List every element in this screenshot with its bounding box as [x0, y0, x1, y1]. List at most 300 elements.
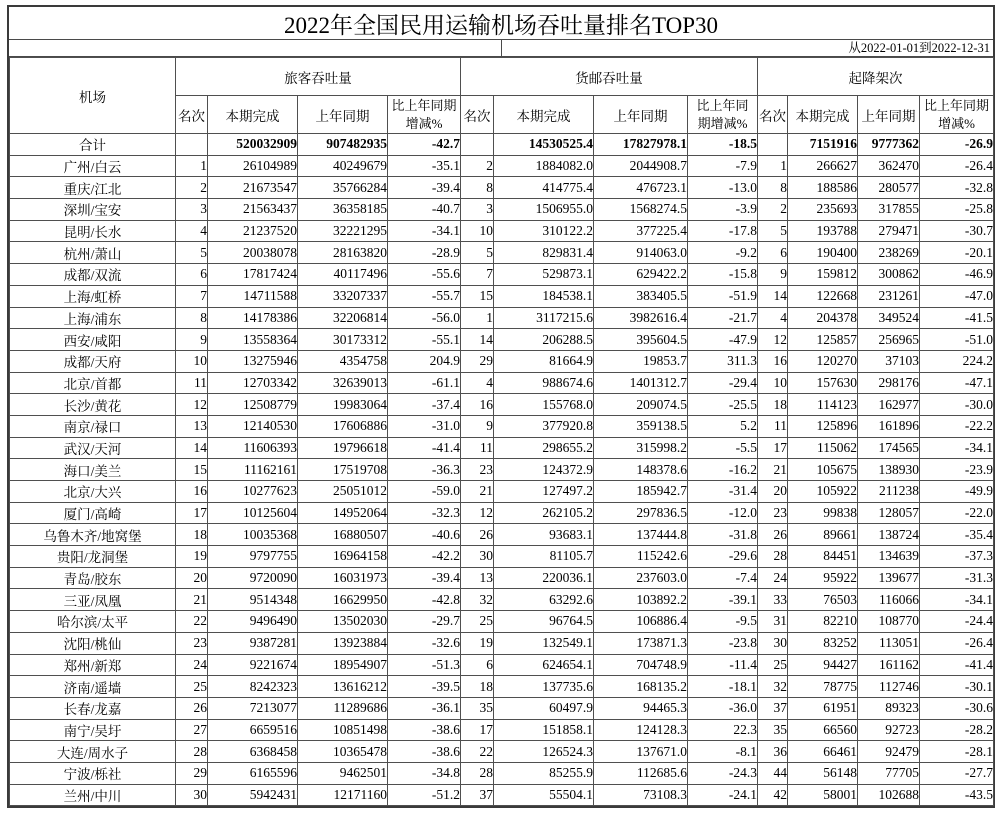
column-header-current: 本期完成 — [208, 96, 298, 134]
cargo-current-cell: 55504.1 — [494, 784, 594, 806]
cargo-change-cell: -25.5 — [688, 394, 758, 416]
passenger-change-cell: -32.6 — [388, 632, 461, 654]
passenger-rank-cell: 14 — [176, 437, 208, 459]
passenger-rank-cell: 20 — [176, 567, 208, 589]
table-row — [10, 762, 994, 784]
cargo-change-cell: -8.1 — [688, 741, 758, 763]
cargo-current-cell: 262105.2 — [494, 502, 594, 524]
movements-change-cell: -23.9 — [920, 459, 994, 481]
passenger-current-cell: 21673547 — [208, 177, 298, 199]
movements-current-cell: 94427 — [788, 654, 858, 676]
cargo-previous-cell: 185942.7 — [594, 481, 688, 503]
passenger-current-cell: 7213077 — [208, 697, 298, 719]
cargo-current-cell: 132549.1 — [494, 632, 594, 654]
movements-change-cell: -31.3 — [920, 567, 994, 589]
airport-cell: 济南/遥墙 — [10, 676, 176, 698]
passenger-current-cell: 10035368 — [208, 524, 298, 546]
cargo-change-cell: 311.3 — [688, 350, 758, 372]
passenger-current-cell: 10125604 — [208, 502, 298, 524]
cargo-previous-cell: 315998.2 — [594, 437, 688, 459]
movements-rank-cell: 12 — [758, 329, 788, 351]
airport-cell: 三亚/凤凰 — [10, 589, 176, 611]
passenger-previous-cell: 35766284 — [298, 177, 388, 199]
movements-rank-cell: 6 — [758, 242, 788, 264]
cargo-rank-cell: 37 — [461, 784, 494, 806]
group-header-cargo: 货邮吞吐量 — [461, 58, 758, 96]
table-row — [10, 199, 994, 221]
column-header-current: 本期完成 — [494, 96, 594, 134]
passenger-rank-cell: 2 — [176, 177, 208, 199]
airport-throughput-table — [9, 57, 994, 806]
cargo-previous-cell: 1568274.5 — [594, 199, 688, 221]
passenger-change-cell: -29.7 — [388, 611, 461, 633]
cargo-rank-cell: 26 — [461, 524, 494, 546]
passenger-previous-cell: 30173312 — [298, 329, 388, 351]
passenger-change-cell: -34.1 — [388, 220, 461, 242]
airport-cell: 长春/龙嘉 — [10, 697, 176, 719]
passenger-current-cell: 13275946 — [208, 350, 298, 372]
movements-change-cell: -43.5 — [920, 784, 994, 806]
movements-change-cell: -32.8 — [920, 177, 994, 199]
movements-change-cell: -41.5 — [920, 307, 994, 329]
cargo-previous-cell: 148378.6 — [594, 459, 688, 481]
passenger-current-cell: 10277623 — [208, 481, 298, 503]
cargo-current-cell: 85255.9 — [494, 762, 594, 784]
cargo-change-cell: -29.4 — [688, 372, 758, 394]
passenger-current-cell: 11606393 — [208, 437, 298, 459]
passenger-change-cell: -40.7 — [388, 199, 461, 221]
cargo-rank-cell: 32 — [461, 589, 494, 611]
cargo-rank-cell: 8 — [461, 177, 494, 199]
cargo-change-cell: -31.4 — [688, 481, 758, 503]
page-title: 2022年全国民用运输机场吞吐量排名TOP30 — [9, 7, 993, 40]
movements-previous-cell: 139677 — [858, 567, 920, 589]
column-header-previous: 上年同期 — [298, 96, 388, 134]
movements-current-cell: 159812 — [788, 264, 858, 286]
passenger-change-cell: -55.6 — [388, 264, 461, 286]
movements-previous-cell: 162977 — [858, 394, 920, 416]
table-row — [10, 437, 994, 459]
cargo-previous-cell: 3982616.4 — [594, 307, 688, 329]
movements-change-cell: -22.0 — [920, 502, 994, 524]
cargo-current-cell: 126524.3 — [494, 741, 594, 763]
movements-rank-cell: 32 — [758, 676, 788, 698]
movements-change-cell: -30.1 — [920, 676, 994, 698]
passenger-rank-cell: 17 — [176, 502, 208, 524]
cargo-rank-cell: 3 — [461, 199, 494, 221]
table-row — [10, 307, 994, 329]
movements-current-cell: 82210 — [788, 611, 858, 633]
movements-rank-cell: 2 — [758, 199, 788, 221]
passenger-previous-cell: 16629950 — [298, 589, 388, 611]
passenger-rank-cell: 25 — [176, 676, 208, 698]
passenger-rank-cell: 29 — [176, 762, 208, 784]
cargo-change-cell: -51.9 — [688, 285, 758, 307]
cargo-previous-cell: 914063.0 — [594, 242, 688, 264]
cargo-change-cell: -24.3 — [688, 762, 758, 784]
cargo-previous-cell: 103892.2 — [594, 589, 688, 611]
cargo-change-cell: -15.8 — [688, 264, 758, 286]
cargo-change-cell: -3.9 — [688, 199, 758, 221]
passenger-previous-cell: 10365478 — [298, 741, 388, 763]
passenger-previous-cell: 11289686 — [298, 697, 388, 719]
cargo-rank-cell: 5 — [461, 242, 494, 264]
cargo-previous-cell: 19853.7 — [594, 350, 688, 372]
movements-rank-cell: 21 — [758, 459, 788, 481]
movements-rank-cell: 44 — [758, 762, 788, 784]
table-row — [10, 350, 994, 372]
total-row — [10, 134, 994, 156]
airport-cell: 重庆/江北 — [10, 177, 176, 199]
cargo-change-cell: -9.2 — [688, 242, 758, 264]
movements-rank-cell: 14 — [758, 285, 788, 307]
movements-change-cell: -47.0 — [920, 285, 994, 307]
passenger-current-cell: 6368458 — [208, 741, 298, 763]
airport-cell: 宁波/栎社 — [10, 762, 176, 784]
passenger-change-cell: -59.0 — [388, 481, 461, 503]
airport-cell: 青岛/胶东 — [10, 567, 176, 589]
movements-rank-cell: 9 — [758, 264, 788, 286]
movements-current-cell: 95922 — [788, 567, 858, 589]
cargo-rank-cell: 16 — [461, 394, 494, 416]
movements-current-cell: 78775 — [788, 676, 858, 698]
table-row — [10, 155, 994, 177]
cargo-previous-cell: 2044908.7 — [594, 155, 688, 177]
cargo-previous-cell: 112685.6 — [594, 762, 688, 784]
table-row — [10, 697, 994, 719]
column-header-change: 比上年同期增减% — [920, 96, 994, 134]
table-row — [10, 654, 994, 676]
table-row — [10, 741, 994, 763]
cargo-current-cell: 63292.6 — [494, 589, 594, 611]
movements-change-cell: -37.3 — [920, 546, 994, 568]
passenger-current-cell: 12140530 — [208, 415, 298, 437]
cargo-rank-cell: 13 — [461, 567, 494, 589]
passenger-rank-cell: 24 — [176, 654, 208, 676]
cargo-current-cell: 414775.4 — [494, 177, 594, 199]
passenger-rank-cell: 19 — [176, 546, 208, 568]
cargo-previous-cell: 17827978.1 — [594, 134, 688, 156]
passenger-change-cell: -31.0 — [388, 415, 461, 437]
airport-cell: 武汉/天河 — [10, 437, 176, 459]
movements-previous-cell: 362470 — [858, 155, 920, 177]
movements-previous-cell: 317855 — [858, 199, 920, 221]
movements-current-cell: 58001 — [788, 784, 858, 806]
cargo-previous-cell: 137671.0 — [594, 741, 688, 763]
passenger-change-cell: -32.3 — [388, 502, 461, 524]
movements-current-cell: 66461 — [788, 741, 858, 763]
cargo-previous-cell: 297836.5 — [594, 502, 688, 524]
movements-change-cell: -51.0 — [920, 329, 994, 351]
movements-previous-cell: 89323 — [858, 697, 920, 719]
passenger-rank-cell: 5 — [176, 242, 208, 264]
movements-change-cell: -49.9 — [920, 481, 994, 503]
airport-cell: 贵阳/龙洞堡 — [10, 546, 176, 568]
passenger-current-cell: 520032909 — [208, 134, 298, 156]
airport-cell: 杭州/萧山 — [10, 242, 176, 264]
table-row — [10, 567, 994, 589]
cargo-previous-cell: 94465.3 — [594, 697, 688, 719]
passenger-change-cell: -39.4 — [388, 567, 461, 589]
movements-current-cell: 190400 — [788, 242, 858, 264]
cargo-rank-cell: 12 — [461, 502, 494, 524]
cargo-current-cell: 81105.7 — [494, 546, 594, 568]
cargo-current-cell: 1506955.0 — [494, 199, 594, 221]
passenger-change-cell: -42.7 — [388, 134, 461, 156]
movements-previous-cell: 37103 — [858, 350, 920, 372]
cargo-current-cell: 96764.5 — [494, 611, 594, 633]
cargo-previous-cell: 173871.3 — [594, 632, 688, 654]
passenger-change-cell: -42.2 — [388, 546, 461, 568]
cargo-current-cell: 14530525.4 — [494, 134, 594, 156]
cargo-change-cell: -18.5 — [688, 134, 758, 156]
passenger-rank-cell: 28 — [176, 741, 208, 763]
passenger-rank-cell: 21 — [176, 589, 208, 611]
table-row — [10, 329, 994, 351]
cargo-previous-cell: 124128.3 — [594, 719, 688, 741]
table-row — [10, 372, 994, 394]
passenger-current-cell: 9221674 — [208, 654, 298, 676]
passenger-previous-cell: 32206814 — [298, 307, 388, 329]
cargo-previous-cell: 115242.6 — [594, 546, 688, 568]
passenger-rank-cell: 18 — [176, 524, 208, 546]
movements-change-cell: -35.4 — [920, 524, 994, 546]
airport-cell: 南宁/吴圩 — [10, 719, 176, 741]
passenger-previous-cell: 28163820 — [298, 242, 388, 264]
passenger-rank-cell: 12 — [176, 394, 208, 416]
movements-rank-cell: 26 — [758, 524, 788, 546]
table-row — [10, 632, 994, 654]
cargo-rank-cell: 28 — [461, 762, 494, 784]
cargo-rank-cell: 30 — [461, 546, 494, 568]
cargo-current-cell: 127497.2 — [494, 481, 594, 503]
movements-rank-cell: 30 — [758, 632, 788, 654]
movements-previous-cell: 161896 — [858, 415, 920, 437]
table-row — [10, 415, 994, 437]
passenger-change-cell: -39.5 — [388, 676, 461, 698]
movements-rank-cell: 33 — [758, 589, 788, 611]
passenger-rank-cell: 13 — [176, 415, 208, 437]
passenger-rank-cell: 26 — [176, 697, 208, 719]
movements-previous-cell: 108770 — [858, 611, 920, 633]
passenger-previous-cell: 32639013 — [298, 372, 388, 394]
cargo-rank-cell: 10 — [461, 220, 494, 242]
table-row — [10, 220, 994, 242]
movements-rank-cell: 25 — [758, 654, 788, 676]
passenger-previous-cell: 907482935 — [298, 134, 388, 156]
table-header — [10, 58, 994, 134]
cargo-previous-cell: 73108.3 — [594, 784, 688, 806]
movements-rank-cell: 31 — [758, 611, 788, 633]
column-header-airport: 机场 — [10, 58, 176, 134]
passenger-current-cell: 13558364 — [208, 329, 298, 351]
movements-change-cell: -28.1 — [920, 741, 994, 763]
cargo-change-cell: -13.0 — [688, 177, 758, 199]
cargo-rank-cell: 17 — [461, 719, 494, 741]
movements-rank-cell: 17 — [758, 437, 788, 459]
cargo-change-cell: -17.8 — [688, 220, 758, 242]
passenger-rank-cell: 22 — [176, 611, 208, 633]
cargo-previous-cell: 106886.4 — [594, 611, 688, 633]
table-row — [10, 784, 994, 806]
movements-previous-cell: 9777362 — [858, 134, 920, 156]
passenger-previous-cell: 16031973 — [298, 567, 388, 589]
table-row — [10, 546, 994, 568]
passenger-current-cell: 14711588 — [208, 285, 298, 307]
passenger-rank-cell: 1 — [176, 155, 208, 177]
cargo-previous-cell: 383405.5 — [594, 285, 688, 307]
cargo-rank-cell: 11 — [461, 437, 494, 459]
movements-change-cell: -30.6 — [920, 697, 994, 719]
passenger-previous-cell: 18954907 — [298, 654, 388, 676]
group-header-passenger: 旅客吞吐量 — [176, 58, 461, 96]
passenger-previous-cell: 33207337 — [298, 285, 388, 307]
passenger-rank-cell: 4 — [176, 220, 208, 242]
cargo-change-cell: -31.8 — [688, 524, 758, 546]
cargo-current-cell: 137735.6 — [494, 676, 594, 698]
movements-rank-cell: 1 — [758, 155, 788, 177]
passenger-change-cell: -36.3 — [388, 459, 461, 481]
movements-change-cell: -26.4 — [920, 155, 994, 177]
cargo-change-cell: -39.1 — [688, 589, 758, 611]
passenger-change-cell: -55.1 — [388, 329, 461, 351]
passenger-previous-cell: 16964158 — [298, 546, 388, 568]
movements-rank-cell: 8 — [758, 177, 788, 199]
table-row — [10, 394, 994, 416]
cargo-current-cell: 93683.1 — [494, 524, 594, 546]
passenger-rank-cell: 16 — [176, 481, 208, 503]
movements-previous-cell: 134639 — [858, 546, 920, 568]
movements-previous-cell: 128057 — [858, 502, 920, 524]
column-header-change: 比上年同期增减% — [388, 96, 461, 134]
cargo-current-cell: 81664.9 — [494, 350, 594, 372]
passenger-change-cell: -36.1 — [388, 697, 461, 719]
passenger-current-cell: 6659516 — [208, 719, 298, 741]
cargo-current-cell: 206288.5 — [494, 329, 594, 351]
movements-change-cell: -25.8 — [920, 199, 994, 221]
table-row — [10, 524, 994, 546]
passenger-current-cell: 17817424 — [208, 264, 298, 286]
table-row — [10, 285, 994, 307]
movements-rank-cell: 24 — [758, 567, 788, 589]
table-row — [10, 177, 994, 199]
airport-cell: 兰州/中川 — [10, 784, 176, 806]
passenger-previous-cell: 17606886 — [298, 415, 388, 437]
passenger-current-cell: 11162161 — [208, 459, 298, 481]
movements-change-cell: -22.2 — [920, 415, 994, 437]
cargo-rank-cell: 25 — [461, 611, 494, 633]
passenger-change-cell: -34.8 — [388, 762, 461, 784]
passenger-current-cell: 9496490 — [208, 611, 298, 633]
passenger-previous-cell: 32221295 — [298, 220, 388, 242]
cargo-rank-cell: 19 — [461, 632, 494, 654]
passenger-current-cell: 12508779 — [208, 394, 298, 416]
passenger-current-cell: 21237520 — [208, 220, 298, 242]
airport-cell: 成都/天府 — [10, 350, 176, 372]
movements-rank-cell: 35 — [758, 719, 788, 741]
passenger-change-cell: -42.8 — [388, 589, 461, 611]
airport-cell: 海口/美兰 — [10, 459, 176, 481]
passenger-previous-cell: 40117496 — [298, 264, 388, 286]
passenger-previous-cell: 40249679 — [298, 155, 388, 177]
movements-change-cell: 224.2 — [920, 350, 994, 372]
movements-previous-cell: 279471 — [858, 220, 920, 242]
passenger-rank-cell: 8 — [176, 307, 208, 329]
cargo-current-cell: 829831.4 — [494, 242, 594, 264]
cargo-rank-cell: 29 — [461, 350, 494, 372]
passenger-previous-cell: 13616212 — [298, 676, 388, 698]
cargo-change-cell: -24.1 — [688, 784, 758, 806]
passenger-previous-cell: 17519708 — [298, 459, 388, 481]
cargo-rank-cell: 2 — [461, 155, 494, 177]
movements-previous-cell: 77705 — [858, 762, 920, 784]
movements-rank-cell: 37 — [758, 697, 788, 719]
passenger-change-cell: -40.6 — [388, 524, 461, 546]
movements-rank-cell: 20 — [758, 481, 788, 503]
cargo-change-cell: -7.4 — [688, 567, 758, 589]
table-row — [10, 459, 994, 481]
cargo-current-cell: 310122.2 — [494, 220, 594, 242]
passenger-rank-cell: 10 — [176, 350, 208, 372]
movements-current-cell: 266627 — [788, 155, 858, 177]
cargo-rank-cell: 35 — [461, 697, 494, 719]
airport-cell: 北京/首都 — [10, 372, 176, 394]
movements-previous-cell: 256965 — [858, 329, 920, 351]
movements-previous-cell: 161162 — [858, 654, 920, 676]
airport-cell: 西安/咸阳 — [10, 329, 176, 351]
movements-current-cell: 235693 — [788, 199, 858, 221]
movements-current-cell: 157630 — [788, 372, 858, 394]
passenger-previous-cell: 19983064 — [298, 394, 388, 416]
movements-previous-cell: 116066 — [858, 589, 920, 611]
movements-rank-cell: 5 — [758, 220, 788, 242]
airport-cell: 合计 — [10, 134, 176, 156]
passenger-previous-cell: 25051012 — [298, 481, 388, 503]
table-row — [10, 502, 994, 524]
passenger-previous-cell: 13502030 — [298, 611, 388, 633]
cargo-rank-cell: 6 — [461, 654, 494, 676]
passenger-current-cell: 26104989 — [208, 155, 298, 177]
passenger-rank-cell: 23 — [176, 632, 208, 654]
cargo-change-cell: -23.8 — [688, 632, 758, 654]
movements-previous-cell: 349524 — [858, 307, 920, 329]
passenger-rank-cell — [176, 134, 208, 156]
passenger-change-cell: -38.6 — [388, 741, 461, 763]
cargo-previous-cell: 1401312.7 — [594, 372, 688, 394]
passenger-change-cell: 204.9 — [388, 350, 461, 372]
cargo-rank-cell: 15 — [461, 285, 494, 307]
movements-rank-cell: 10 — [758, 372, 788, 394]
airport-cell: 郑州/新郑 — [10, 654, 176, 676]
movements-previous-cell: 92723 — [858, 719, 920, 741]
passenger-previous-cell: 13923884 — [298, 632, 388, 654]
table-row — [10, 589, 994, 611]
cargo-previous-cell: 704748.9 — [594, 654, 688, 676]
passenger-change-cell: -51.3 — [388, 654, 461, 676]
column-header-rank: 名次 — [176, 96, 208, 134]
cargo-rank-cell: 18 — [461, 676, 494, 698]
passenger-previous-cell: 10851498 — [298, 719, 388, 741]
cargo-rank-cell: 7 — [461, 264, 494, 286]
report-sheet — [7, 5, 995, 808]
passenger-previous-cell: 19796618 — [298, 437, 388, 459]
cargo-change-cell: -29.6 — [688, 546, 758, 568]
passenger-rank-cell: 9 — [176, 329, 208, 351]
cargo-previous-cell: 395604.5 — [594, 329, 688, 351]
passenger-current-cell: 20038078 — [208, 242, 298, 264]
passenger-current-cell: 14178386 — [208, 307, 298, 329]
passenger-previous-cell: 16880507 — [298, 524, 388, 546]
